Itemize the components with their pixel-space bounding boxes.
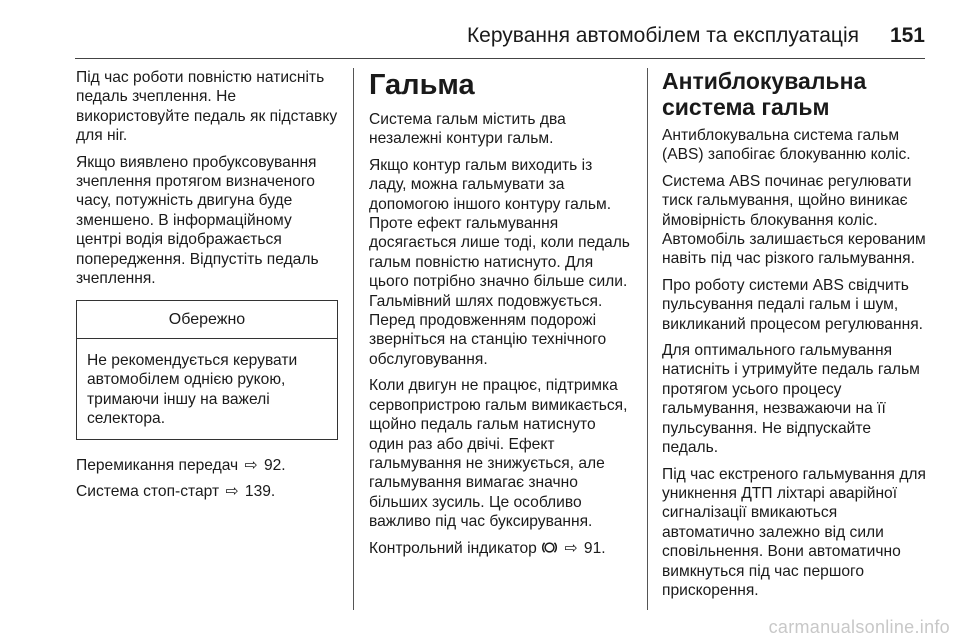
- reference-text: Контрольний індикатор: [369, 539, 537, 557]
- paragraph: Якщо контур гальм виходить із ладу, можна гальмувати за допомогою іншого контуру гальм. Проте ефект гальмування досягається лише тоді, коли педаль гальм повністю натиснуто. Для цього потрібно значно більше сили. Гальмівний шлях подовжується. Перед продовженням подорожі зверніться на станцію технічного обслуговування.: [369, 156, 630, 368]
- paragraph: Коли двигун не працює, підтримка сервопристрою гальм вимикається, щойно педаль гальм натиснуто один раз або двічі. Ефект гальмування не знижується, але гальмування вимагає значно більших зусиль. Це особливо важливо під час буксирування.: [369, 377, 628, 531]
- column-middle: [369, 68, 633, 565]
- paragraph: Про роботу системи ABS свідчить пульсування педалі гальм і шум, викликаний процесом регулювання.: [662, 276, 923, 333]
- cross-reference: [76, 456, 338, 475]
- arrow-right-icon: ⇨: [564, 539, 578, 557]
- paragraph: Під час екстреного гальмування для уникнення ДТП ліхтарі аварійної сигналізації вмикаються автоматично залежно від сили сповільнення. Вони автоматично вимкнуться під час першого прискорення.: [662, 465, 926, 599]
- arrow-right-icon: ⇨: [244, 456, 258, 474]
- column-right: [662, 68, 930, 607]
- watermark: carmanualsonline.info: [768, 617, 950, 637]
- paragraph: Система ABS починає регулювати тиск гальмування, щойно виникає ймовірність блокування коліс. Автомобіль залишається керованим навіть під час різкого гальмування.: [662, 172, 926, 268]
- reference-text: Система стоп-старт: [76, 482, 220, 500]
- column-left: [76, 68, 338, 508]
- cross-reference: [369, 539, 633, 558]
- arrow-right-icon: ⇨: [225, 482, 239, 500]
- warning-text: Не рекомендується керувати автомобілем однією рукою, тримаючи іншу на важелі селектора.: [87, 351, 298, 428]
- paragraph: Система гальм містить два незалежні контури гальм.: [369, 111, 566, 148]
- section-heading: Антиблокувальна система гальм: [662, 68, 867, 120]
- warning-title: Обережно: [77, 301, 337, 338]
- paragraph: Якщо виявлено пробуксовування зчеплення протягом визначеного часу, потужність двигуна буде зменшено. В інформаційному центрі водія відображається попередження. Відпустіть педаль зчеплення.: [76, 153, 319, 288]
- warning-box: [76, 300, 338, 439]
- section-heading: Гальма: [369, 69, 475, 101]
- cross-reference: [76, 482, 338, 501]
- paragraph: Для оптимального гальмування натисніть і утримуйте педаль гальм протягом усього процесу гальмування, незважаючи на її пульсування. Не відпускайте педаль.: [662, 342, 920, 457]
- column-divider: [647, 68, 648, 610]
- reference-text: Перемикання передач: [76, 456, 239, 474]
- reference-page-link[interactable]: 139.: [244, 482, 276, 500]
- page-header: [75, 18, 925, 59]
- reference-page-link[interactable]: 92.: [263, 456, 286, 474]
- brake-warning-icon: [541, 539, 558, 556]
- page-title: Керування автомобілем та експлуатація: [466, 24, 859, 47]
- reference-page-link[interactable]: 91.: [583, 539, 606, 557]
- paragraph: Антиблокувальна система гальм (ABS) запобігає блокуванню коліс.: [662, 127, 911, 164]
- paragraph: Під час роботи повністю натисніть педаль зчеплення. Не використовуйте педаль як підставку для ніг.: [76, 69, 338, 145]
- column-divider: [353, 68, 354, 610]
- page-number: 151: [889, 24, 925, 47]
